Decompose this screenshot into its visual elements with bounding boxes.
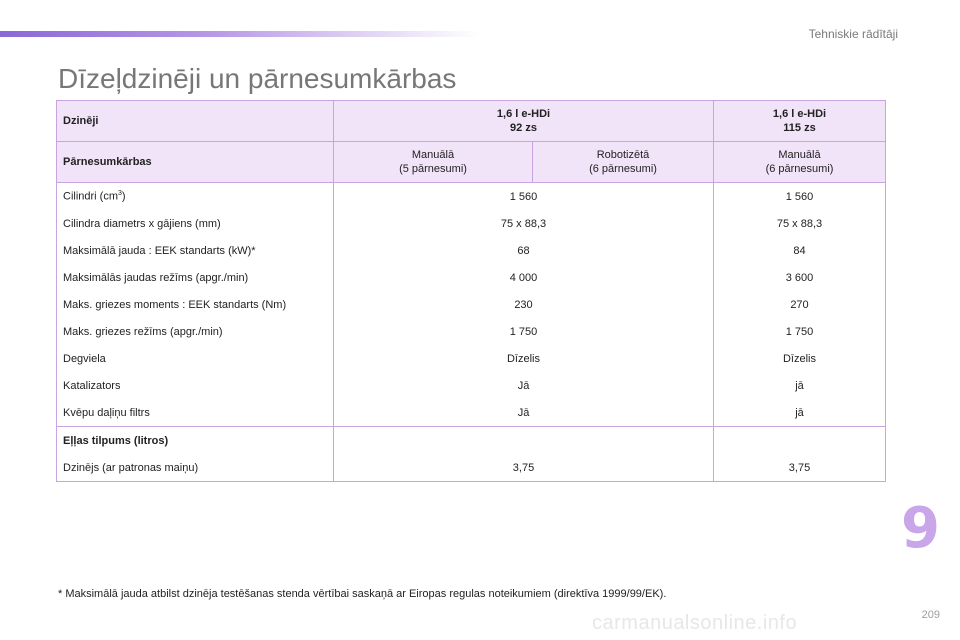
row-label: Katalizators bbox=[57, 372, 334, 399]
row-label: Maks. griezes režīms (apgr./min) bbox=[57, 318, 334, 345]
specs-table bbox=[56, 100, 886, 482]
table-row bbox=[57, 372, 886, 399]
footnote: * Maksimālā jauda atbilst dzinēja testēšanas stenda vērtībai saskaņā ar Eiropas regulas noteikumiem (direktīva 1999/99/EK). bbox=[58, 588, 667, 600]
table-row bbox=[57, 318, 886, 345]
gearbox-1-header bbox=[334, 142, 533, 183]
value-engine-1: 68 bbox=[334, 237, 714, 264]
top-accent-bar bbox=[0, 31, 480, 37]
engine-2-name: 1,6 l e-HDi bbox=[772, 108, 827, 120]
page-title: Dīzeļdzinēji un pārnesumkārbas bbox=[58, 63, 457, 94]
value-engine-2: 1 560 bbox=[714, 183, 886, 211]
value-engine-1: 1 560 bbox=[334, 183, 714, 211]
value-engine-2: jā bbox=[714, 399, 886, 427]
cylinders-superscript: 3 bbox=[118, 190, 122, 198]
value-engine-2: Dīzelis bbox=[714, 345, 886, 372]
row-label: Dzinējs (ar patronas maiņu) bbox=[57, 454, 334, 482]
value-engine-2: jā bbox=[714, 372, 886, 399]
page-number: 209 bbox=[921, 609, 940, 621]
engine-2-power: 115 zs bbox=[783, 122, 816, 134]
engines-label: Dzinēji bbox=[57, 101, 334, 142]
engine-1-power: 92 zs bbox=[510, 122, 537, 134]
value-engine-2: 75 x 88,3 bbox=[714, 210, 886, 237]
value-engine-2: 3,75 bbox=[714, 454, 886, 482]
gearbox-2-header bbox=[533, 142, 714, 183]
watermark: carmanualsonline.info bbox=[592, 612, 798, 634]
value-engine-1: Jā bbox=[334, 399, 714, 427]
engine-1-header bbox=[334, 101, 714, 142]
gearbox-1-gears: (5 pārnesumi) bbox=[399, 163, 467, 175]
value-engine-1: 1 750 bbox=[334, 318, 714, 345]
gearbox-2-gears: (6 pārnesumi) bbox=[589, 163, 657, 175]
value-engine-1: 4 000 bbox=[334, 264, 714, 291]
table-row bbox=[57, 291, 886, 318]
row-label: Maks. griezes moments : EEK standarts (Nm) bbox=[57, 291, 334, 318]
value-engine-2: 1 750 bbox=[714, 318, 886, 345]
value-engine-1: 3,75 bbox=[334, 454, 714, 482]
cylinders-label-close: ) bbox=[121, 190, 126, 203]
oil-heading-empty-1 bbox=[334, 427, 714, 455]
oil-heading-empty-2 bbox=[714, 427, 886, 455]
gearbox-header-row bbox=[57, 142, 886, 183]
gearbox-3-gears: (6 pārnesumi) bbox=[765, 163, 834, 175]
table-row bbox=[57, 237, 886, 264]
row-label: Kvēpu daļiņu filtrs bbox=[57, 399, 334, 427]
value-engine-1: Jā bbox=[334, 372, 714, 399]
table-row bbox=[57, 210, 886, 237]
row-label: Cilindra diametrs x gājiens (mm) bbox=[57, 210, 334, 237]
table-row bbox=[57, 399, 886, 427]
value-engine-1: 230 bbox=[334, 291, 714, 318]
chapter-number: 9 bbox=[901, 496, 940, 561]
value-engine-1: 75 x 88,3 bbox=[334, 210, 714, 237]
value-engine-2: 270 bbox=[714, 291, 886, 318]
table-row bbox=[57, 454, 886, 482]
gearbox-2-type: Robotizētā bbox=[596, 149, 650, 161]
gearbox-1-type: Manuālā bbox=[411, 149, 455, 161]
engine-1-name: 1,6 l e-HDi bbox=[496, 108, 551, 120]
value-engine-2: 84 bbox=[714, 237, 886, 264]
table-row bbox=[57, 345, 886, 372]
row-label bbox=[57, 183, 334, 211]
engine-2-header bbox=[714, 101, 886, 142]
oil-heading-row bbox=[57, 427, 886, 455]
table-row bbox=[57, 264, 886, 291]
cylinders-label-text: Cilindri (cm bbox=[63, 190, 118, 203]
engines-header-row bbox=[57, 101, 886, 142]
gearbox-3-header bbox=[714, 142, 886, 183]
row-label: Maksimālā jauda : EEK standarts (kW)* bbox=[57, 237, 334, 264]
section-label: Tehniskie rādītāji bbox=[808, 27, 898, 41]
value-engine-2: 3 600 bbox=[714, 264, 886, 291]
table-row bbox=[57, 183, 886, 211]
row-label: Maksimālās jaudas režīms (apgr./min) bbox=[57, 264, 334, 291]
value-engine-1: Dīzelis bbox=[334, 345, 714, 372]
gearbox-3-type: Manuālā bbox=[778, 149, 821, 161]
oil-heading: Eļļas tilpums (litros) bbox=[57, 427, 334, 455]
row-label: Degviela bbox=[57, 345, 334, 372]
gearbox-label: Pārnesumkārbas bbox=[57, 142, 334, 183]
